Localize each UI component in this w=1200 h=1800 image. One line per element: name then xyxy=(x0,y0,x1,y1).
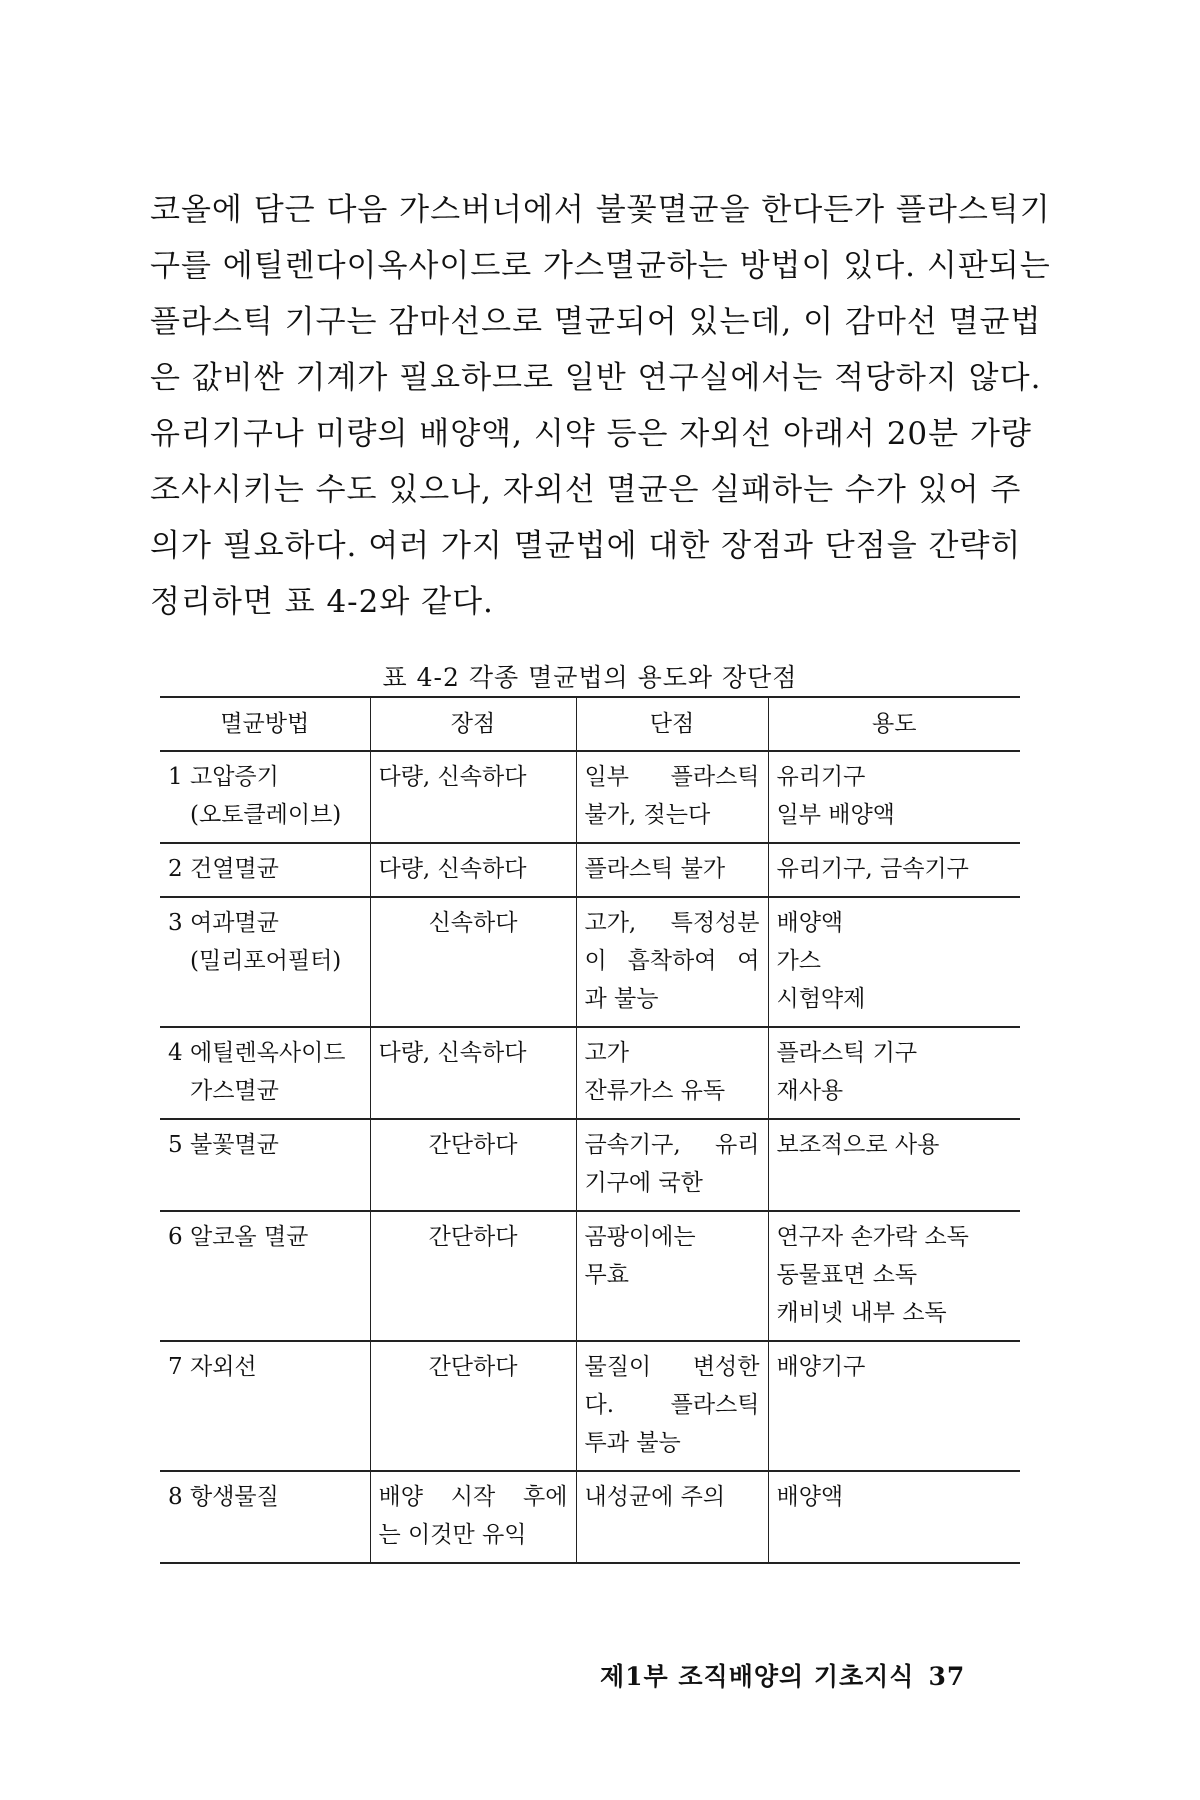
paragraph-line: 플라스틱 기구는 감마선으로 멸균되어 있는데, 이 감마선 멸균법 xyxy=(150,304,1042,340)
advantage-text: 배양 시작 후에 xyxy=(378,1484,568,1510)
disadvantage-text: 다. 플라스틱 xyxy=(584,1392,760,1418)
disadvantage-text: 고가 xyxy=(584,1040,629,1066)
advantage-cell xyxy=(370,843,576,897)
advantage-text: 간단하다 xyxy=(428,1224,518,1250)
table-row xyxy=(160,843,1020,897)
method-name: 여과멸균 xyxy=(190,910,279,936)
use-cell xyxy=(768,1027,1020,1119)
body-paragraph xyxy=(150,182,1051,630)
advantage-cell xyxy=(370,1341,576,1471)
method-name: 고압증기 xyxy=(190,764,279,790)
disadvantage-text: 투과 불능 xyxy=(584,1430,681,1456)
advantage-text: 다량, 신속하다 xyxy=(378,1040,527,1066)
use-text: 재사용 xyxy=(776,1078,844,1104)
page-footer xyxy=(600,1657,980,1693)
use-cell xyxy=(768,751,1020,843)
use-cell xyxy=(768,1211,1020,1341)
disadvantage-cell xyxy=(576,897,768,1027)
disadvantage-text: 일부 플라스틱 xyxy=(584,764,760,790)
advantage-text: 간단하다 xyxy=(428,1132,518,1158)
advantage-cell xyxy=(370,1471,576,1563)
method-cell xyxy=(160,1471,370,1563)
disadvantage-text: 불가, 젖는다 xyxy=(584,802,711,828)
paragraph-line: 조사시키는 수도 있으나, 자외선 멸균은 실패하는 수가 있어 주 xyxy=(150,472,1022,508)
advantage-cell xyxy=(370,1119,576,1211)
method-cell xyxy=(160,897,370,1027)
advantage-text: 다량, 신속하다 xyxy=(378,856,527,882)
table-row xyxy=(160,1119,1020,1211)
table-row xyxy=(160,1211,1020,1341)
disadvantage-text: 내성균에 주의 xyxy=(584,1484,726,1510)
header-advantage: 장점 xyxy=(370,697,576,751)
row-number: 1 xyxy=(168,764,183,790)
use-text: 연구자 손가락 소독 xyxy=(776,1224,969,1250)
method-cell xyxy=(160,751,370,843)
use-cell xyxy=(768,1341,1020,1471)
advantage-text: 는 이것만 유익 xyxy=(378,1522,527,1548)
use-cell xyxy=(768,1119,1020,1211)
use-cell xyxy=(768,843,1020,897)
use-text: 배양액 xyxy=(776,910,844,936)
use-text: 배양기구 xyxy=(776,1354,866,1380)
method-name-detail: 가스멸균 xyxy=(190,1078,279,1104)
table-row xyxy=(160,1027,1020,1119)
header-use: 용도 xyxy=(768,697,1020,751)
table-row xyxy=(160,1341,1020,1471)
row-number: 3 xyxy=(168,910,183,936)
use-cell xyxy=(768,897,1020,1027)
row-number: 2 xyxy=(168,856,183,882)
use-text: 캐비넷 내부 소독 xyxy=(776,1300,947,1326)
advantage-cell xyxy=(370,897,576,1027)
disadvantage-text: 무효 xyxy=(584,1262,629,1288)
advantage-cell xyxy=(370,1211,576,1341)
paragraph-line: 의가 필요하다. 여러 가지 멸균법에 대한 장점과 단점을 간략히 xyxy=(150,528,1022,564)
use-text: 시험약제 xyxy=(776,986,866,1012)
row-number: 6 xyxy=(168,1224,183,1250)
disadvantage-cell xyxy=(576,751,768,843)
header-method: 멸균방법 xyxy=(160,697,370,751)
method-name: 자외선 xyxy=(190,1354,257,1380)
row-number: 5 xyxy=(168,1132,183,1158)
page-number: 37 xyxy=(928,1662,966,1691)
table-row xyxy=(160,897,1020,1027)
disadvantage-cell xyxy=(576,1471,768,1563)
advantage-text: 간단하다 xyxy=(428,1354,518,1380)
advantage-cell xyxy=(370,1027,576,1119)
paragraph-line: 유리기구나 미량의 배양액, 시약 등은 자외선 아래서 20분 가량 xyxy=(150,416,1032,452)
disadvantage-text: 기구에 국한 xyxy=(584,1170,703,1196)
disadvantage-text: 곰팡이에는 xyxy=(584,1224,696,1250)
disadvantage-text: 금속기구, 유리 xyxy=(584,1132,760,1158)
disadvantage-cell xyxy=(576,1119,768,1211)
disadvantage-text: 물질이 변성한 xyxy=(584,1354,760,1380)
use-text: 동물표면 소독 xyxy=(776,1262,918,1288)
method-name: 에틸렌옥사이드 xyxy=(190,1040,346,1066)
table-caption: 표 4-2 각종 멸균법의 용도와 장단점 xyxy=(382,663,798,692)
paragraph-line: 코올에 담근 다음 가스버너에서 불꽃멸균을 한다든가 플라스틱기 xyxy=(150,192,1051,228)
header-disadvantage: 단점 xyxy=(576,697,768,751)
method-name-detail: (밀리포어필터) xyxy=(190,948,342,974)
disadvantage-cell xyxy=(576,843,768,897)
advantage-cell xyxy=(370,751,576,843)
disadvantage-text: 고가, 특정성분 xyxy=(584,910,760,936)
disadvantage-text: 이 흡착하여 여 xyxy=(584,948,760,974)
method-name-detail: (오토클레이브) xyxy=(190,802,342,828)
table-row xyxy=(160,751,1020,843)
row-number: 8 xyxy=(168,1484,183,1510)
use-text: 가스 xyxy=(776,948,821,974)
method-cell xyxy=(160,1027,370,1119)
method-name: 알코올 멸균 xyxy=(190,1224,309,1250)
disadvantage-cell xyxy=(576,1341,768,1471)
advantage-text: 신속하다 xyxy=(428,910,518,936)
paragraph-line: 구를 에틸렌다이옥사이드로 가스멸균하는 방법이 있다. 시판되는 xyxy=(150,248,1051,284)
use-text: 유리기구 xyxy=(776,764,866,790)
table-row xyxy=(160,1471,1020,1563)
use-cell xyxy=(768,1471,1020,1563)
disadvantage-text: 플라스틱 불가 xyxy=(584,856,726,882)
disadvantage-cell xyxy=(576,1211,768,1341)
sterilization-methods-table xyxy=(160,696,1020,1564)
advantage-text: 다량, 신속하다 xyxy=(378,764,527,790)
method-name: 항생물질 xyxy=(190,1484,279,1510)
part-title: 제1부 조직배양의 기초지식 xyxy=(600,1662,915,1691)
disadvantage-cell xyxy=(576,1027,768,1119)
paragraph-line: 은 값비싼 기계가 필요하므로 일반 연구실에서는 적당하지 않다. xyxy=(150,360,1042,396)
use-text: 유리기구, 금속기구 xyxy=(776,856,969,882)
method-cell xyxy=(160,1211,370,1341)
disadvantage-text: 과 불능 xyxy=(584,986,659,1012)
paragraph-line: 정리하면 표 4-2와 같다. xyxy=(150,584,494,620)
use-text: 배양액 xyxy=(776,1484,844,1510)
disadvantage-text: 잔류가스 유독 xyxy=(584,1078,726,1104)
method-cell xyxy=(160,843,370,897)
use-text: 보조적으로 사용 xyxy=(776,1132,940,1158)
use-text: 일부 배양액 xyxy=(776,802,895,828)
table-header-row xyxy=(160,697,1020,751)
method-cell xyxy=(160,1119,370,1211)
row-number: 4 xyxy=(168,1040,183,1066)
method-name: 불꽃멸균 xyxy=(190,1132,279,1158)
row-number: 7 xyxy=(168,1354,183,1380)
method-name: 건열멸균 xyxy=(190,856,279,882)
method-cell xyxy=(160,1341,370,1471)
use-text: 플라스틱 기구 xyxy=(776,1040,918,1066)
